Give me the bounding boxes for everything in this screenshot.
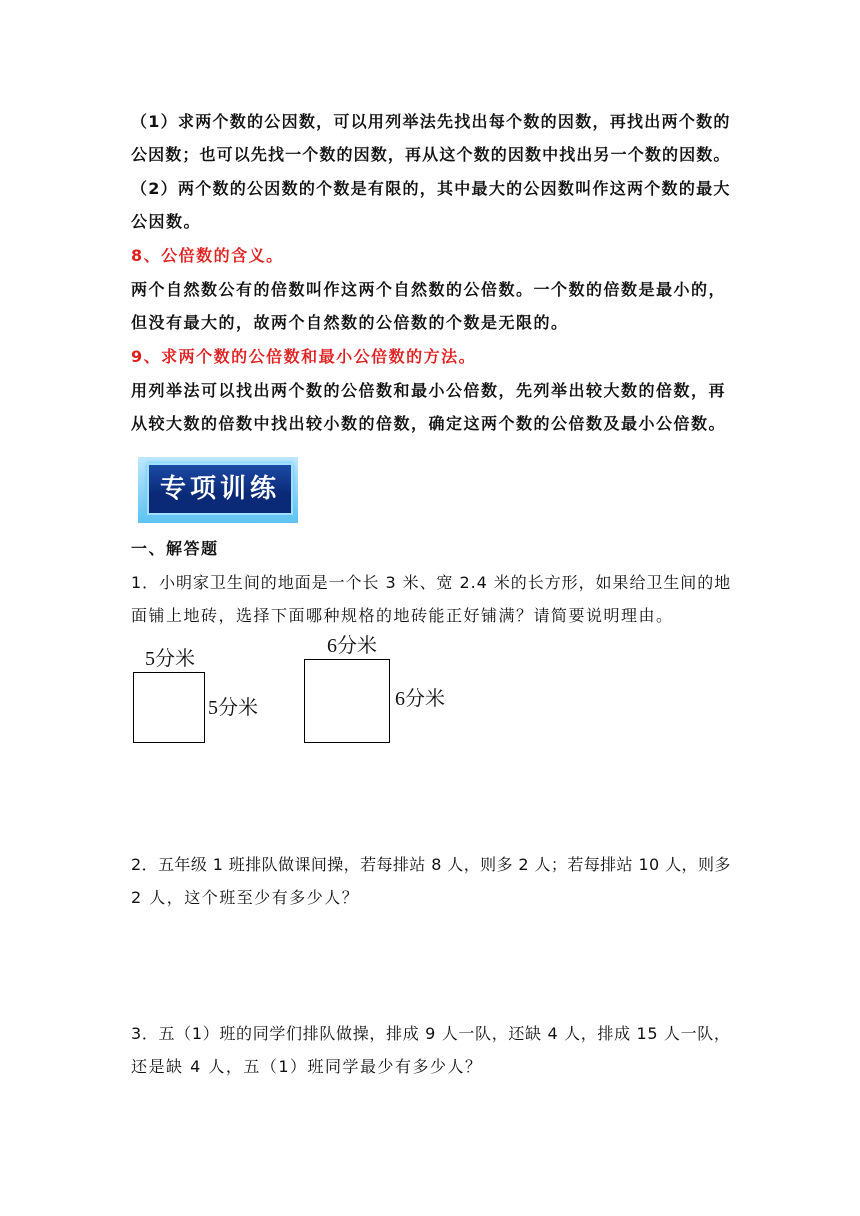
tile1-top-label: 5分米 [145, 648, 195, 670]
tile2-square [304, 659, 390, 743]
q1-line-2: 面铺上地砖，选择下面哪种规格的地砖能正好铺满？请简要说明理由。 [131, 606, 674, 625]
text-line-8: 从较大数的倍数中找出较小数的倍数，确定这两个数的公倍数及最小公倍数。 [131, 414, 727, 433]
section-title: 一、解答题 [131, 539, 219, 558]
text-line-4: 公因数。 [131, 212, 202, 231]
q3-line-2: 还是缺 4 人，五（1）班同学最少有多少人？ [131, 1057, 483, 1076]
text-line-6: 但没有最大的，故两个自然数的公倍数的个数是无限的。 [131, 313, 569, 332]
tile2-top-label: 6分米 [327, 635, 377, 657]
tile1-square [133, 672, 205, 743]
banner-plate [147, 463, 293, 515]
q2-line-1: 2．五年级 1 班排队做课间操，若每排站 8 人，则多 2 人；若每排站 10 人，则多 [131, 855, 731, 874]
q2-line-2: 2 人，这个班至少有多少人？ [131, 888, 360, 907]
text-line-2: 公因数；也可以先找一个数的因数，再从这个数的因数中找出另一个数的因数。 [131, 145, 731, 164]
tile2-side-label: 6分米 [395, 688, 445, 710]
tile1-side-label: 5分米 [208, 697, 258, 719]
heading-9: 9、求两个数的公倍数和最小公倍数的方法。 [131, 347, 477, 366]
q3-line-1: 3．五（1）班的同学们排队做操，排成 9 人一队，还缺 4 人，排成 15 人一队， [131, 1024, 731, 1043]
text-line-7: 用列举法可以找出两个数的公倍数和最小公倍数，先列举出较大数的倍数，再 [131, 381, 727, 400]
text-line-3: （2）两个数的公因数的个数是有限的，其中最大的公因数叫作这两个数的最大 [131, 179, 731, 198]
q1-line-1: 1．小明家卫生间的地面是一个长 3 米、宽 2.4 米的长方形，如果给卫生间的地 [131, 573, 732, 592]
heading-8: 8、公倍数的含义。 [131, 246, 284, 265]
text-line-5: 两个自然数公有的倍数叫作这两个自然数的公倍数。一个数的倍数是最小的， [131, 280, 727, 299]
banner-title: 专项训练 [159, 474, 280, 504]
special-training-banner [138, 457, 300, 525]
text-line-1: （1）求两个数的公因数，可以用列举法先找出每个数的因数，再找出两个数的 [131, 112, 731, 131]
